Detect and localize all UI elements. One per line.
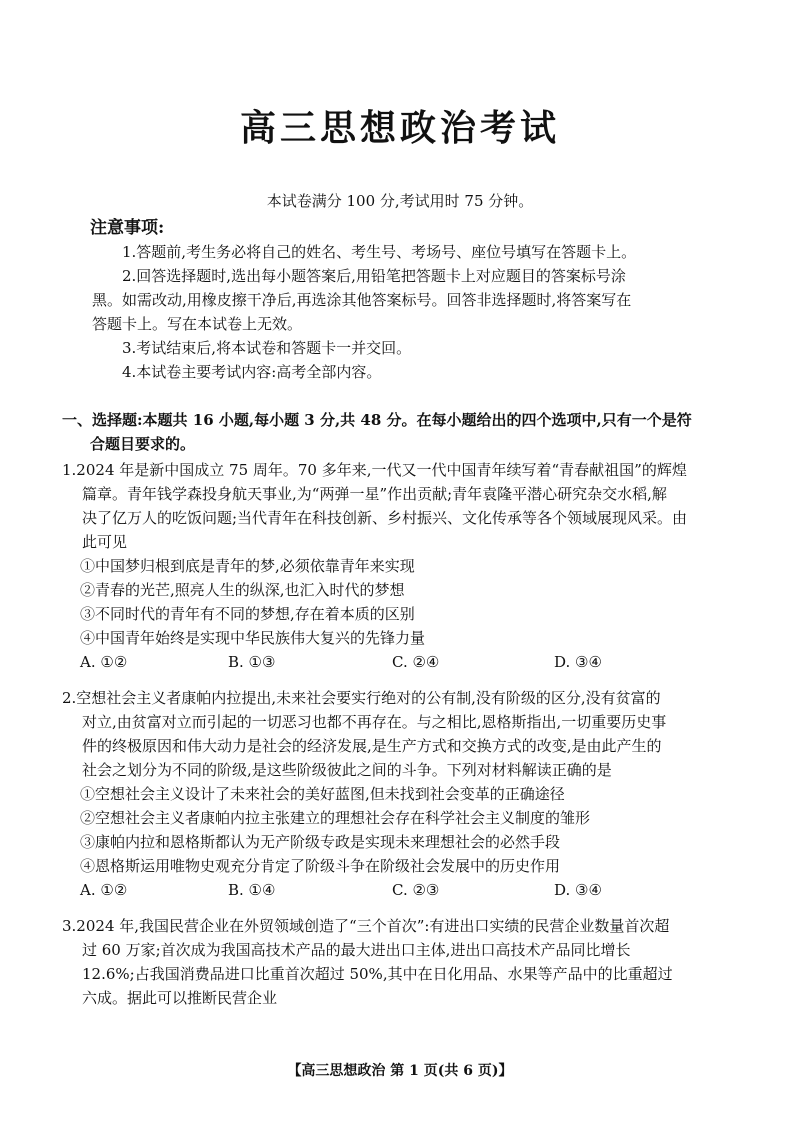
- question-stem-line: 六成。据此可以推断民营企业: [82, 989, 278, 1007]
- notice-line: 3.考试结束后,将本试卷和答题卡一并交回。: [122, 339, 412, 357]
- question-2: [62, 686, 744, 902]
- choice-row: [62, 650, 744, 674]
- choice-row: [62, 878, 744, 902]
- statement: ②青春的光芒,照亮人生的纵深,也汇入时代的梦想: [80, 581, 405, 599]
- notice-item: [92, 360, 712, 384]
- notice-item: [92, 240, 712, 264]
- question-stem-line: 社会之划分为不同的阶级,是这些阶级彼此之间的斗争。下列对材料解读正确的是: [82, 761, 612, 779]
- question-stem-line: 3.2024 年,我国民营企业在外贸领域创造了“三个首次”:有进出口实绩的民营企业数量首次超: [62, 917, 670, 935]
- exam-subtitle: 本试卷满分 100 分,考试用时 75 分钟。: [266, 192, 534, 210]
- statement: ③不同时代的青年有不同的梦想,存在着本质的区别: [80, 605, 415, 623]
- exam-title: 高三思想政治考试: [239, 107, 560, 149]
- choice-b: B. ①③: [228, 653, 276, 671]
- notice-item: [92, 264, 712, 336]
- statement: ①中国梦归根到底是青年的梦,必须依靠青年来实现: [80, 557, 415, 575]
- choice-d: D. ③④: [554, 881, 602, 899]
- choice-d: D. ③④: [554, 653, 602, 671]
- question-3: [62, 914, 744, 1010]
- section-line: 一、选择题:本题共 16 小题,每小题 3 分,共 48 分。在每小题给出的四个选项中,只有一个是符: [62, 411, 692, 429]
- choice-a: A. ①②: [80, 881, 128, 899]
- statement: ①空想社会主义设计了未来社会的美好蓝图,但未找到社会变革的正确途径: [80, 785, 565, 803]
- question-stem-line: 1.2024 年是新中国成立 75 周年。70 多年来,一代又一代中国青年续写着“青春献祖国”的辉煌: [62, 461, 687, 479]
- choice-c: C. ②④: [392, 653, 440, 671]
- notice-line: 2.回答选择题时,选出每小题答案后,用铅笔把答题卡上对应题目的答案标号涂: [122, 267, 626, 285]
- statement: ④中国青年始终是实现中华民族伟大复兴的先锋力量: [80, 629, 426, 647]
- section-line: 合题目要求的。: [90, 435, 196, 453]
- notice-item: [92, 336, 712, 360]
- section-heading: [62, 408, 746, 456]
- choice-a: A. ①②: [80, 653, 128, 671]
- notice-line: 答题卡上。写在本试卷上无效。: [92, 315, 303, 333]
- question-1: [62, 458, 744, 674]
- notice-line: 黑。如需改动,用橡皮擦干净后,再选涂其他答案标号。回答非选择题时,将答案写在: [92, 291, 632, 309]
- question-stem-line: 2.空想社会主义者康帕内拉提出,未来社会要实行绝对的公有制,没有阶级的区分,没有贫富的: [62, 689, 661, 707]
- question-stem-line: 此可见: [82, 533, 128, 551]
- statement: ③康帕内拉和恩格斯都认为无产阶级专政是实现未来理想社会的必然手段: [80, 833, 561, 851]
- question-stem-line: 决了亿万人的吃饭问题;当代青年在科技创新、乡村振兴、文化传承等各个领域展现风采。由: [82, 509, 688, 527]
- page-footer: 【高三思想政治 第 1 页(共 6 页)】: [287, 1063, 513, 1079]
- choice-b: B. ①④: [228, 881, 276, 899]
- statement: ④恩格斯运用唯物史观充分肯定了阶级斗争在阶级社会发展中的历史作用: [80, 857, 561, 875]
- notice-line: 4.本试卷主要考试内容:高考全部内容。: [122, 363, 382, 381]
- choice-c: C. ②③: [392, 881, 440, 899]
- question-stem-line: 对立,由贫富对立而引起的一切恶习也都不再存在。与之相比,恩格斯指出,一切重要历史事: [82, 713, 667, 731]
- question-stem-line: 件的终极原因和伟大动力是社会的经济发展,是生产方式和交换方式的改变,是由此产生的: [82, 737, 662, 755]
- notice-heading: 注意事项:: [90, 218, 165, 238]
- question-stem-line: 12.6%;占我国消费品进口比重首次超过 50%,其中在日化用品、水果等产品中的比重超过: [82, 965, 673, 983]
- question-stem-line: 篇章。青年钱学森投身航天事业,为“两弹一星”作出贡献;青年袁隆平潜心研究杂交水稻,解: [82, 485, 667, 503]
- notice-line: 1.答题前,考生务必将自己的姓名、考生号、考场号、座位号填写在答题卡上。: [122, 243, 637, 261]
- question-stem-line: 过 60 万家;首次成为我国高技术产品的最大进出口主体,进出口高技术产品同比增长: [82, 941, 631, 959]
- notice-block: [92, 216, 712, 384]
- statement: ②空想社会主义者康帕内拉主张建立的理想社会存在科学社会主义制度的雏形: [80, 809, 591, 827]
